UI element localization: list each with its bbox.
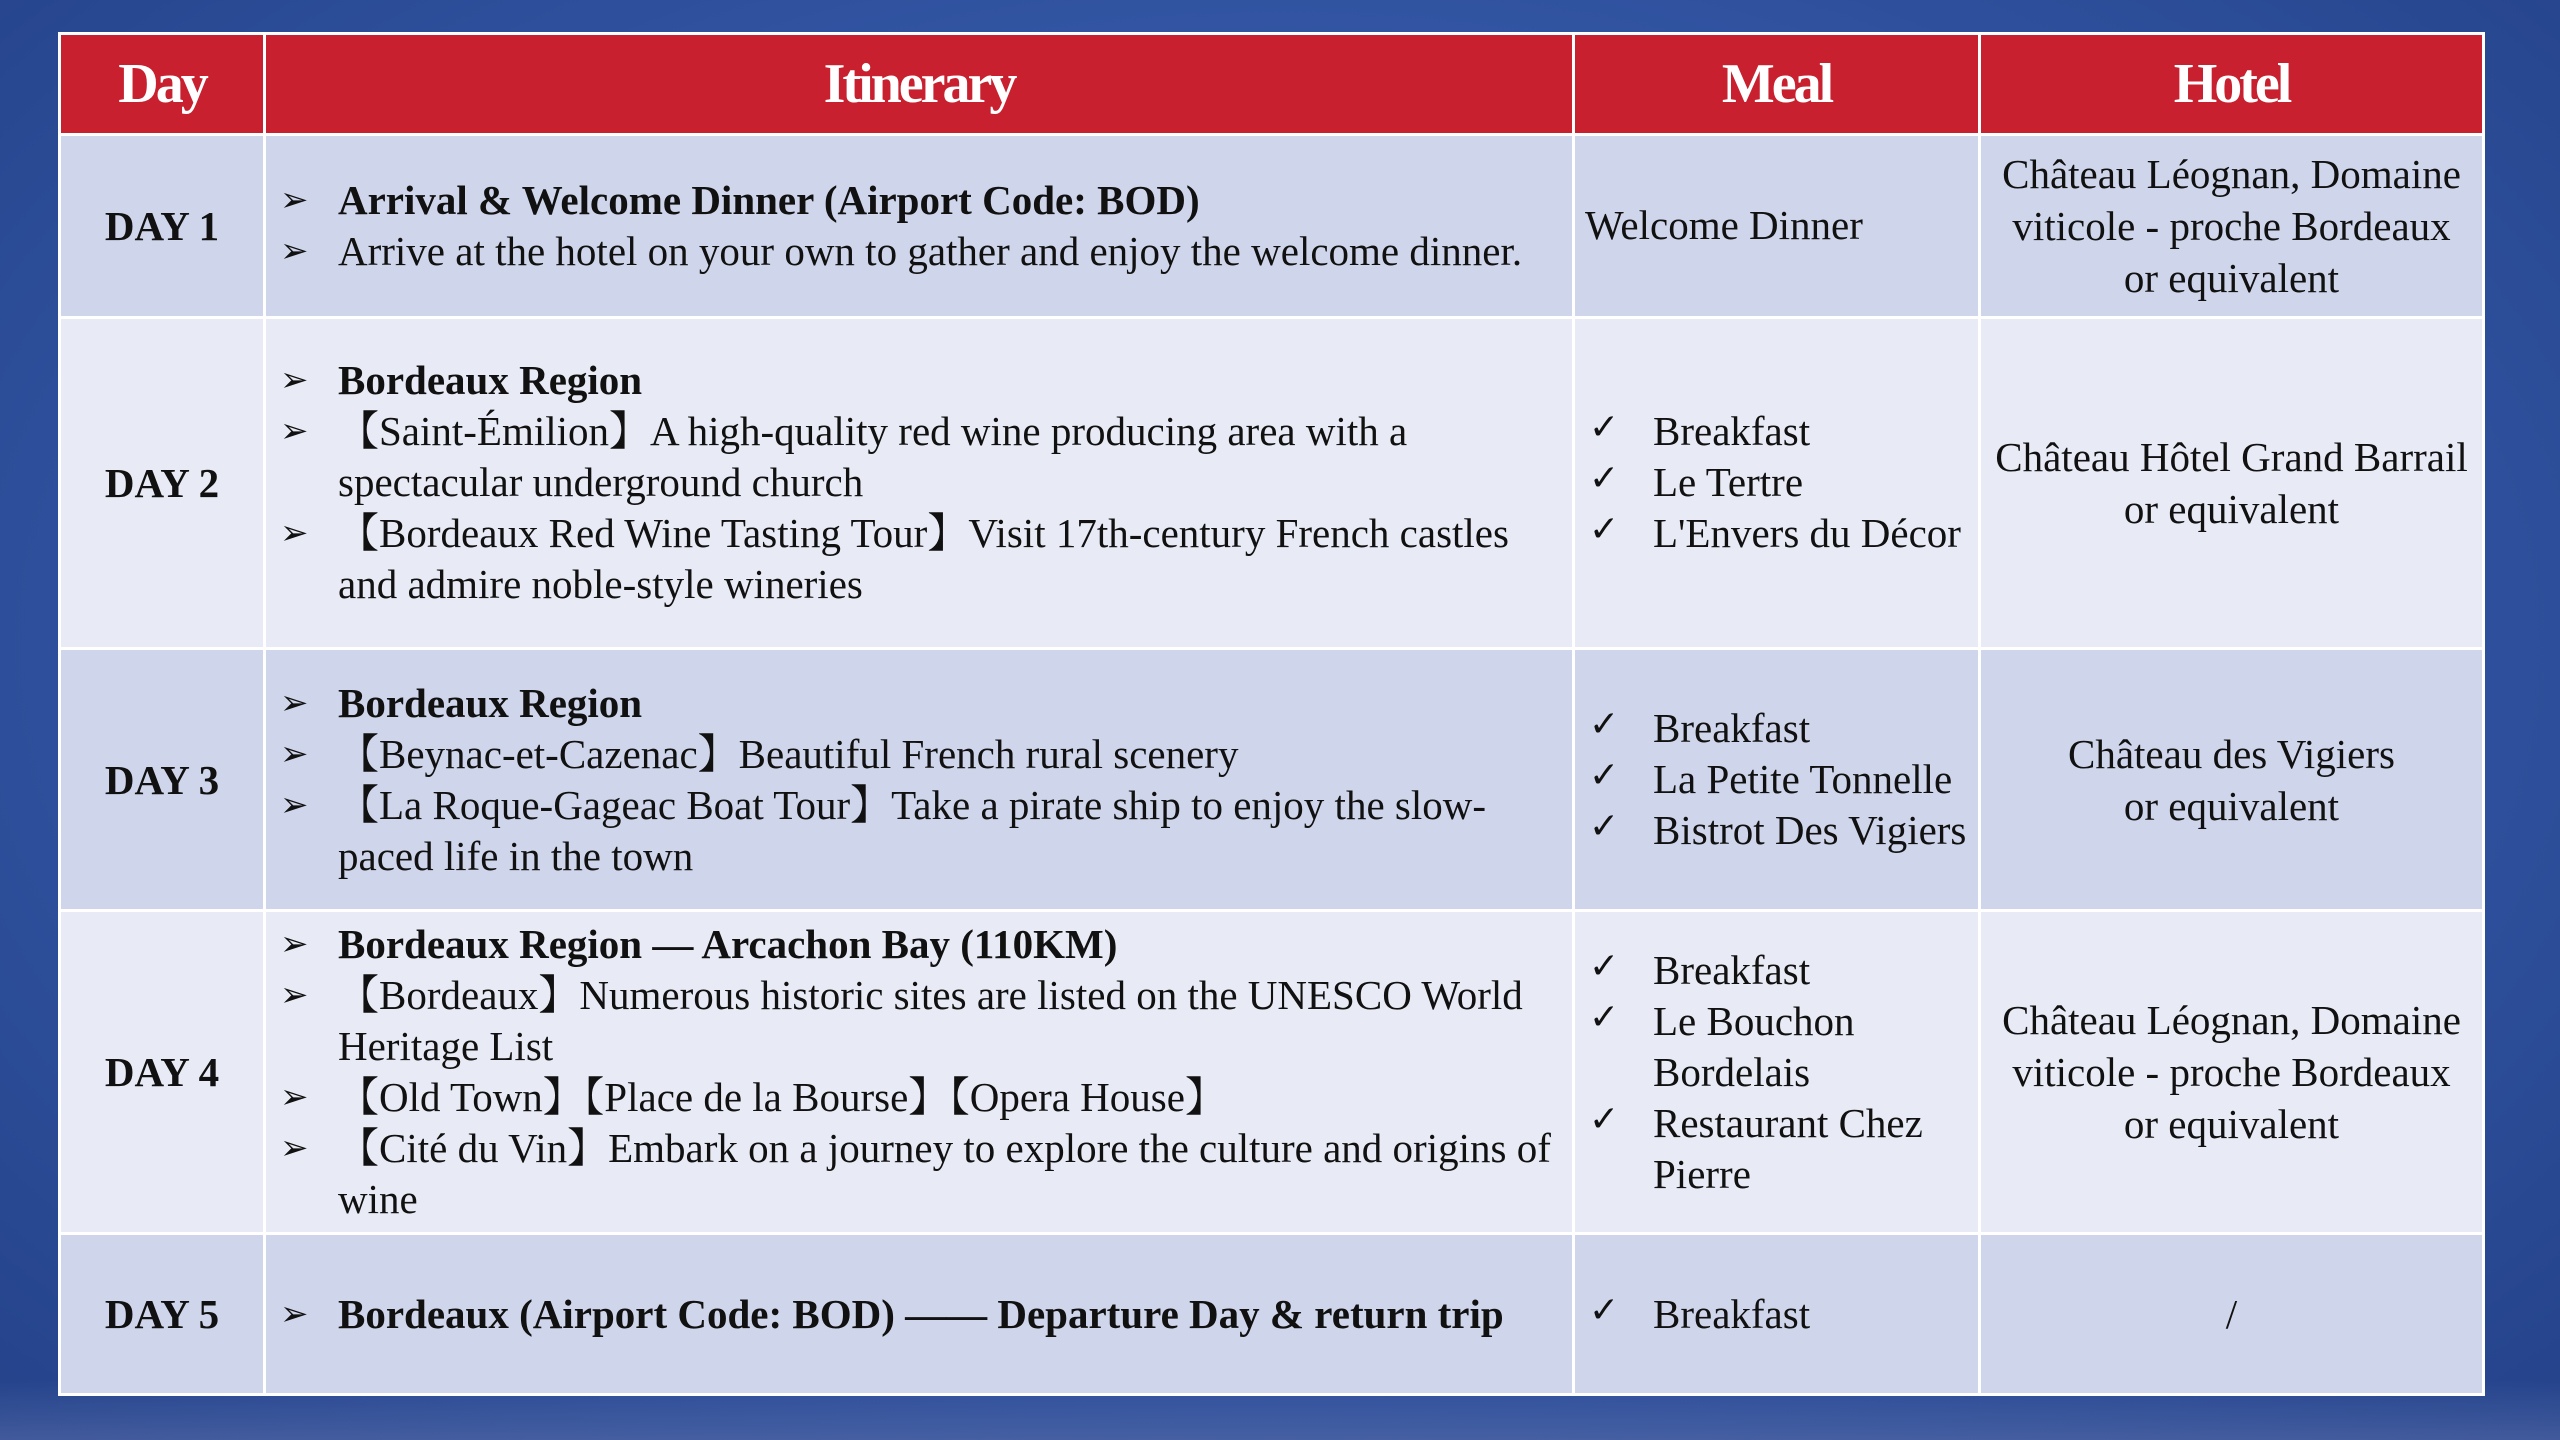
meal-item: ✓ Restaurant Chez Pierre xyxy=(1581,1098,1978,1200)
meal-cell xyxy=(1574,1234,1980,1395)
checkmark-icon: ✓ xyxy=(1589,1098,1620,1140)
arrowhead-bullet-icon: ➢ xyxy=(280,513,309,554)
arrowhead-bullet-icon: ➢ xyxy=(280,179,309,220)
itinerary-item: ➢ 【Old Town】【Place de la Bourse】【Opera House】 xyxy=(274,1072,1572,1123)
hotel-line: / xyxy=(2225,1291,2238,1338)
itinerary-item: ➢ Bordeaux Region xyxy=(274,355,1572,406)
arrowhead-bullet-icon: ➢ xyxy=(280,230,309,271)
arrowhead-bullet-icon: ➢ xyxy=(280,682,309,723)
day-label: DAY 3 xyxy=(60,648,265,911)
meal-item: ✓ Le Bouchon Bordelais xyxy=(1581,996,1978,1098)
meal-item: Welcome Dinner xyxy=(1585,202,1863,249)
day-label: DAY 4 xyxy=(60,911,265,1234)
itinerary-item: ➢ 【Saint-Émilion】A high-quality red wine producing area with a spectacular underground church xyxy=(280,408,1408,506)
checkmark-icon: ✓ xyxy=(1589,458,1620,500)
itinerary-item: ➢ Bordeaux Region xyxy=(274,678,1572,729)
itinerary-cell xyxy=(265,648,1574,911)
hotel-cell xyxy=(1980,1234,2484,1395)
meal-cell xyxy=(1574,911,1980,1234)
checkmark-icon: ✓ xyxy=(1589,996,1620,1038)
itinerary-item: ➢ 【Bordeaux】Numerous historic sites are listed on the UNESCO World Heritage List xyxy=(280,972,1523,1070)
meal-cell xyxy=(1574,135,1980,318)
hotel-cell xyxy=(1980,648,2484,911)
header-hotel: Hotel xyxy=(1980,34,2484,135)
itinerary-cell xyxy=(265,911,1574,1234)
itinerary-item: ➢ 【Bordeaux Red Wine Tasting Tour】Visit 17th-century French castles and admire noble-style wineries xyxy=(280,510,1509,608)
itinerary-item: ➢ 【Cité du Vin】Embark on a journey to explore the culture and origins of wine xyxy=(280,1125,1551,1223)
arrowhead-bullet-icon: ➢ xyxy=(280,1077,309,1118)
hotel-line: Château Hôtel Grand Barrail xyxy=(1995,433,2468,480)
arrowhead-bullet-icon: ➢ xyxy=(280,784,309,825)
meal-cell xyxy=(1574,648,1980,911)
itinerary-item: ➢ Arrive at the hotel on your own to gather and enjoy the welcome dinner. xyxy=(274,226,1572,277)
checkmark-icon: ✓ xyxy=(1589,806,1620,848)
itinerary-item: ➢ 【Beynac-et-Cazenac】Beautiful French rural scenery xyxy=(274,729,1572,780)
meal-item: ✓ Bistrot Des Vigiers xyxy=(1581,805,1978,856)
checkmark-icon: ✓ xyxy=(1589,509,1620,551)
header-meal: Meal xyxy=(1574,34,1980,135)
hotel-line: Château Léognan, Domaine xyxy=(2002,150,2461,197)
meal-item: ✓ Breakfast xyxy=(1581,1289,1978,1340)
hotel-line: or equivalent xyxy=(2123,254,2340,301)
arrowhead-bullet-icon: ➢ xyxy=(280,975,309,1016)
header-day: Day xyxy=(60,34,265,135)
arrowhead-bullet-icon: ➢ xyxy=(280,1293,309,1334)
itinerary-cell xyxy=(265,1234,1574,1395)
meal-item: ✓ Breakfast xyxy=(1581,945,1978,996)
meal-item: ✓ La Petite Tonnelle xyxy=(1581,754,1978,805)
itinerary-item: ➢ Bordeaux (Airport Code: BOD) —— Departure Day & return trip xyxy=(274,1289,1572,1340)
checkmark-icon: ✓ xyxy=(1589,1289,1620,1331)
itinerary-item: ➢ Bordeaux Region — Arcachon Bay (110KM) xyxy=(274,919,1572,970)
arrowhead-bullet-icon: ➢ xyxy=(280,1128,309,1169)
day-label: DAY 2 xyxy=(60,317,265,648)
checkmark-icon: ✓ xyxy=(1589,704,1620,746)
header-row xyxy=(60,34,2484,135)
hotel-cell xyxy=(1980,135,2484,318)
checkmark-icon: ✓ xyxy=(1589,407,1620,449)
hotel-line: or equivalent xyxy=(2123,485,2340,532)
header-itinerary: Itinerary xyxy=(265,34,1574,135)
table-row xyxy=(60,317,2484,648)
itinerary-item: ➢ Arrival & Welcome Dinner (Airport Code: BOD) xyxy=(274,175,1572,226)
meal-item: ✓ Le Tertre xyxy=(1581,457,1978,508)
hotel-line: viticole - proche Bordeaux xyxy=(2012,1049,2451,1096)
arrowhead-bullet-icon: ➢ xyxy=(280,733,309,774)
itinerary-cell xyxy=(265,135,1574,318)
meal-item: ✓ Breakfast xyxy=(1581,406,1978,457)
hotel-line: or equivalent xyxy=(2123,782,2340,829)
meal-item: ✓ Breakfast xyxy=(1581,703,1978,754)
itinerary-cell xyxy=(265,317,1574,648)
table-row xyxy=(60,911,2484,1234)
table-row xyxy=(60,648,2484,911)
itinerary-item: ➢ 【La Roque-Gageac Boat Tour】Take a pirate ship to enjoy the slow-paced life in the town xyxy=(280,781,1486,879)
checkmark-icon: ✓ xyxy=(1589,755,1620,797)
arrowhead-bullet-icon: ➢ xyxy=(280,360,309,401)
hotel-line: viticole - proche Bordeaux xyxy=(2012,202,2451,249)
table-row xyxy=(60,1234,2484,1395)
hotel-cell xyxy=(1980,911,2484,1234)
arrowhead-bullet-icon: ➢ xyxy=(280,411,309,452)
itinerary-table xyxy=(58,32,2485,1396)
checkmark-icon: ✓ xyxy=(1589,945,1620,987)
hotel-line: Château des Vigiers xyxy=(2068,730,2395,777)
table-row xyxy=(60,135,2484,318)
arrowhead-bullet-icon: ➢ xyxy=(280,924,309,965)
day-label: DAY 1 xyxy=(60,135,265,318)
hotel-line: Château Léognan, Domaine xyxy=(2002,997,2461,1044)
hotel-line: or equivalent xyxy=(2123,1101,2340,1148)
meal-item: ✓ L'Envers du Décor xyxy=(1581,508,1978,559)
hotel-cell xyxy=(1980,317,2484,648)
meal-cell xyxy=(1574,317,1980,648)
day-label: DAY 5 xyxy=(60,1234,265,1395)
